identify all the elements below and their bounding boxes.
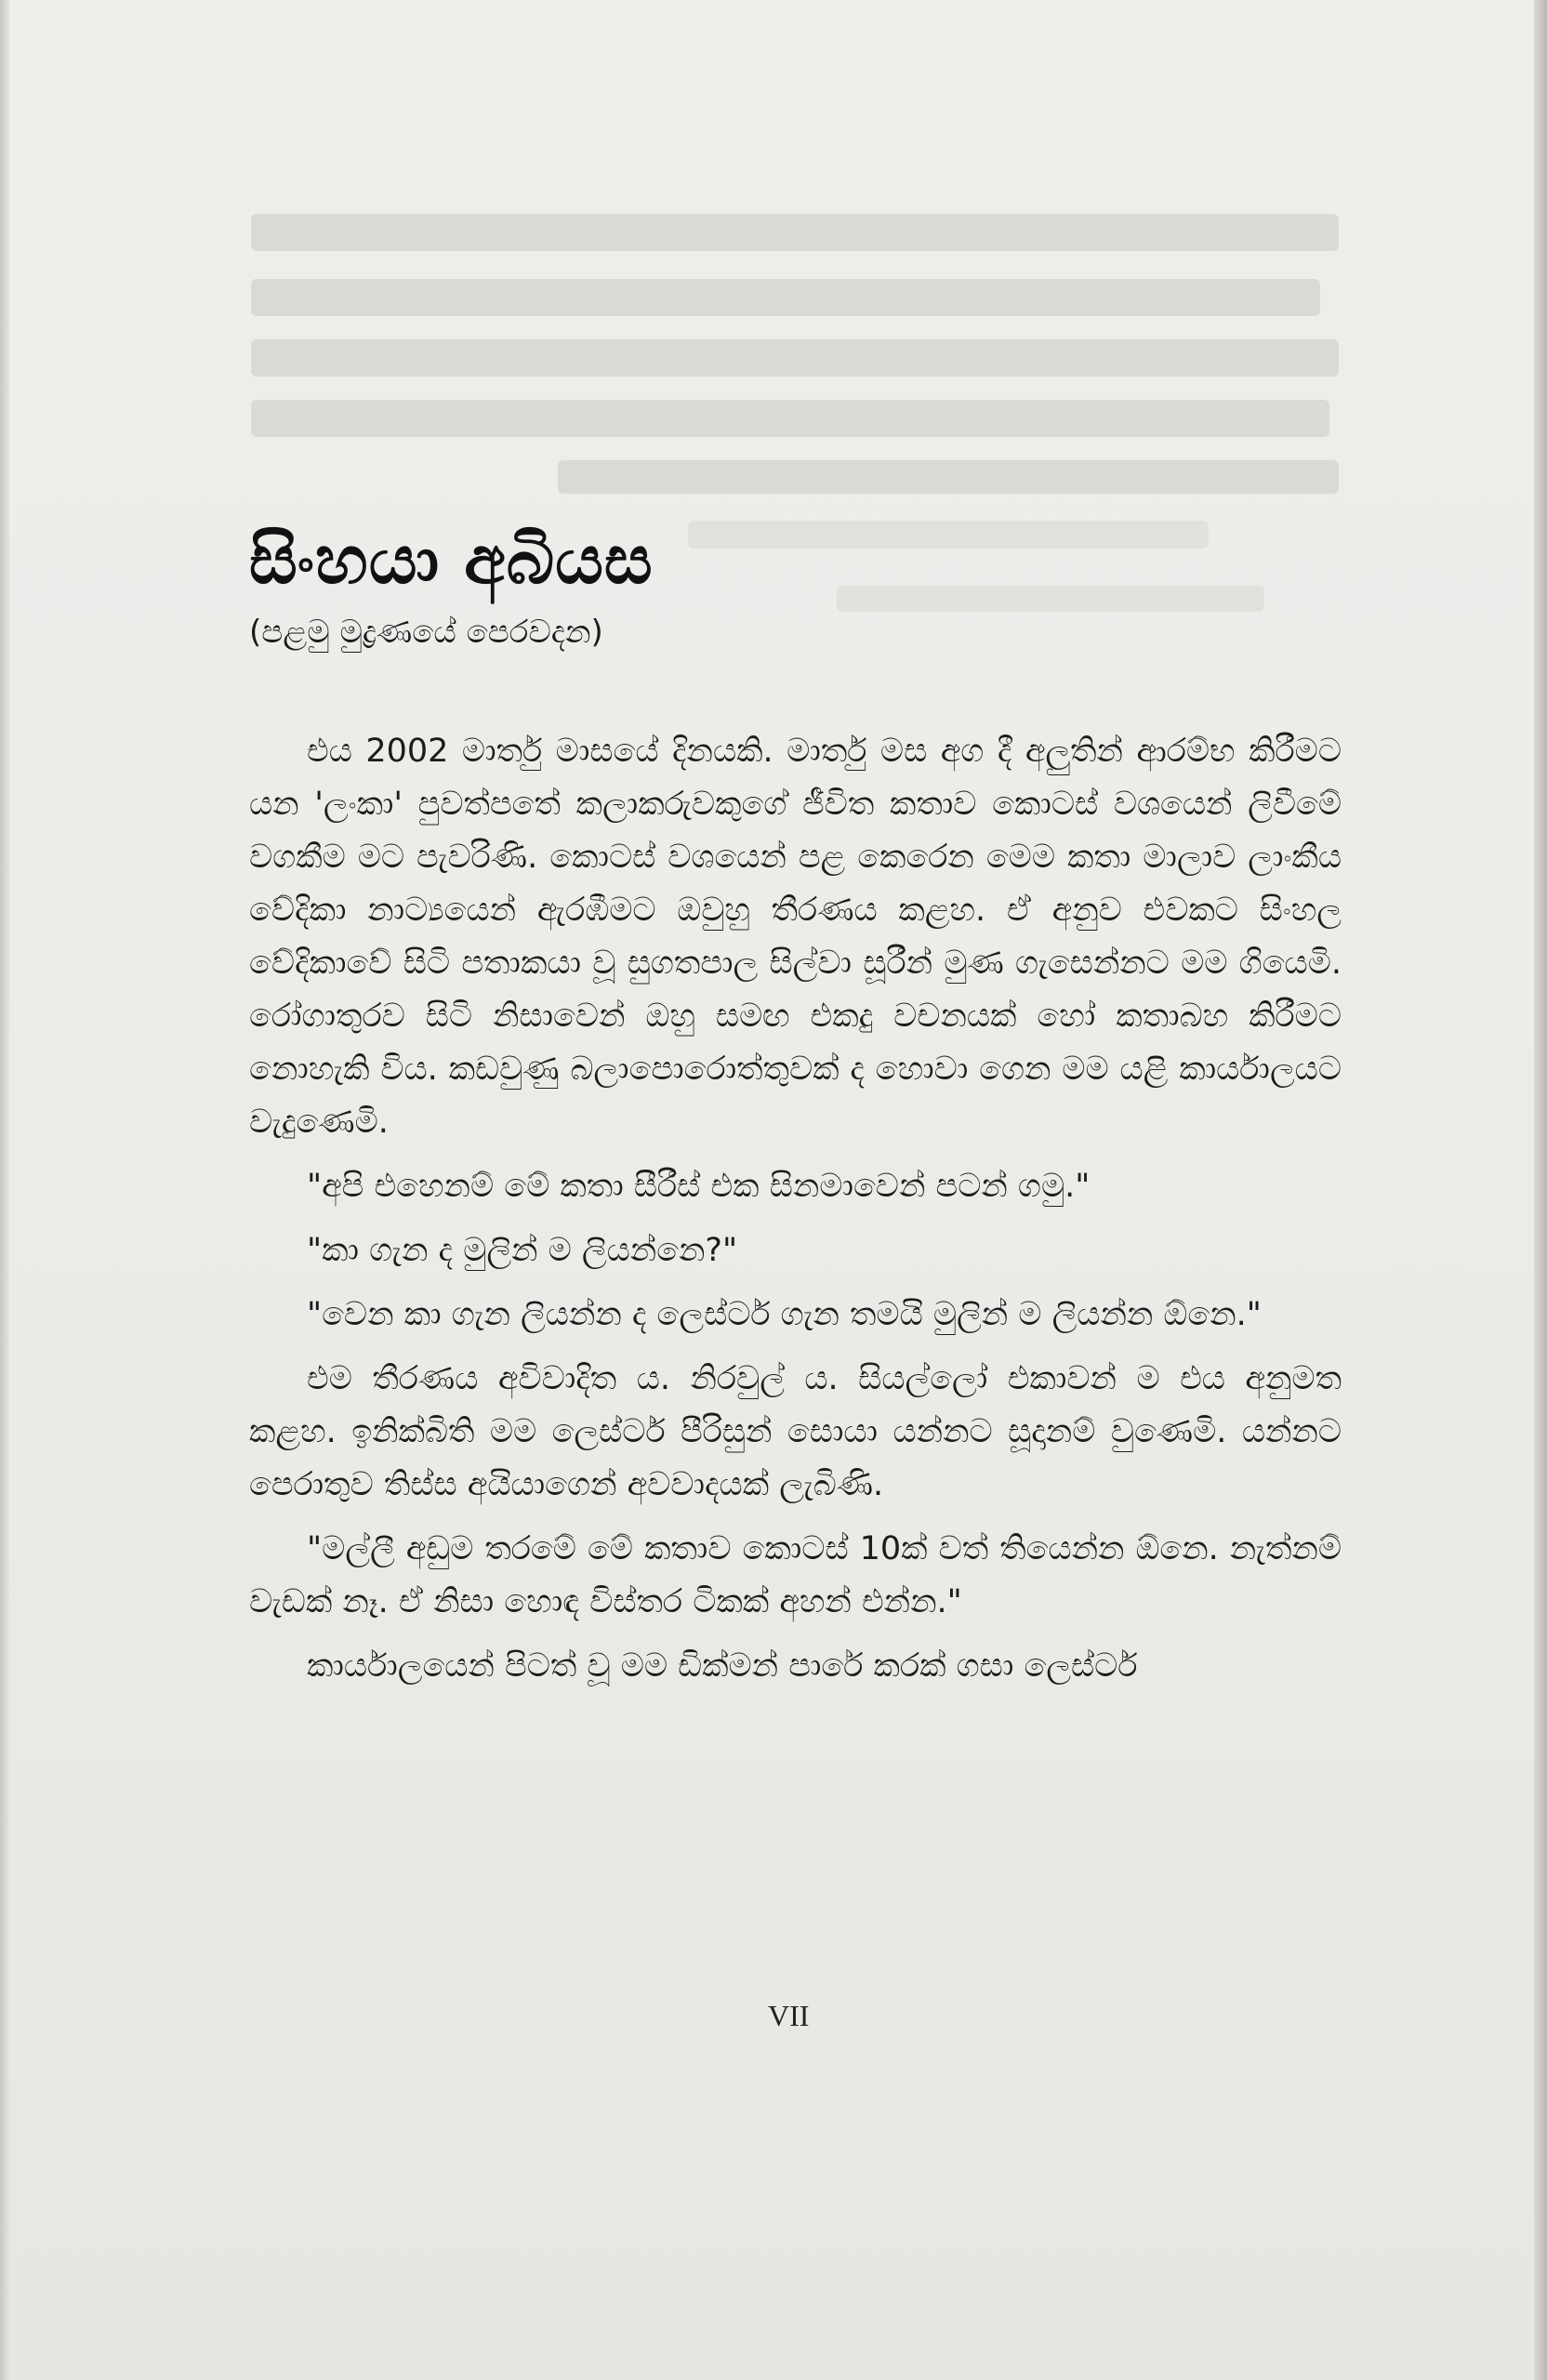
bleed-through-line — [251, 214, 1339, 251]
bleed-through-line — [837, 586, 1264, 612]
chapter-title: සිංහයා අබියස — [249, 521, 654, 599]
body-text — [249, 725, 1342, 2055]
chapter-subtitle: (පළමු මුද්‍රණයේ පෙරවදන) — [249, 614, 603, 651]
page-binding-shadow — [0, 0, 9, 2380]
paragraph: එය 2002 මාර්තු මාසයේ දිනයකි. මාර්තු මස අග දී අලුතින් ආරම්භ කිරීමට යන 'ලංකා' පුවත්පතේ කලාකරුවකුගේ ජීවිත කතාව කොටස් වශයෙන් ලිවීමේ වගකීම මට පැවරිණි. කොටස් වශයෙන් පළ කෙරෙන මෙම කතා මාලාව ලාංකීය වේදිකා නාට්‍යයෙන් ඇරඹීමට ඔවුහු තීරණය කළහ. ඒ අනුව එවකට සිංහල වේදිකාවේ සිටි පතාකයා වූ සුගතපාල සිල්වා සූරීන් මුණ ගැසෙන්නට මම ගියෙමි. රෝගාතුරව සිටි නිසාවෙන් ඔහු සමඟ එකදු වචනයක් හෝ කතාබහ කිරීමට නොහැකි විය. කඩවුණු බලාපොරොත්තුවක් ද හොවා ගෙන මම යළි කාර්යාලයට වැදුණෙමි. — [249, 733, 1342, 1141]
page-number: VII — [768, 1999, 810, 2032]
paragraph: "වෙන කා ගැන ලියන්න ද ලෙස්ටර් ගැන තමයි මුලින් ම ලියන්න ඕනෙ." — [307, 1296, 1262, 1333]
paragraph: "මල්ලී අඩුම තරමේ මේ කතාව කොටස් 10ක් වත් තියෙන්න ඕනෙ. නැත්නම් වැඩක් නෑ. ඒ නිසා හොඳ විස්තර ටිකක් අහන් එන්න." — [249, 1530, 1342, 1620]
bleed-through-line — [251, 400, 1329, 437]
paragraph: "අපි එහෙනම් මේ කතා සීරීස් එක සිනමාවෙන් පටන් ගමු." — [307, 1168, 1091, 1205]
paragraph: කාර්යාලයෙන් පිටත් වූ මම ඩික්මන් පාරේ කරක් ගසා ලෙස්ටර් — [307, 1647, 1138, 1685]
bleed-through-line — [251, 279, 1320, 316]
paragraph: "කා ගැන ද මුලින් ම ලියන්නෙ?" — [307, 1232, 738, 1269]
bleed-through-line — [558, 460, 1339, 494]
page-edge-shadow — [1534, 0, 1547, 2380]
bleed-through-line — [688, 521, 1209, 549]
bleed-through-line — [251, 339, 1339, 377]
paragraph: එම තීරණය අවිවාදිත ය. නිරවුල් ය. සියල්ලෝ එකාවන් ම එය අනුමත කළහ. ඉනික්බිති මම ලෙස්ටර් පීරිසුන් සොයා යන්නට සූදානම් වුණෙමි. යන්නට පෙරාතුව තිස්ස අයියාගෙන් අවවාදයක් ලැබිණි. — [249, 1360, 1342, 1503]
